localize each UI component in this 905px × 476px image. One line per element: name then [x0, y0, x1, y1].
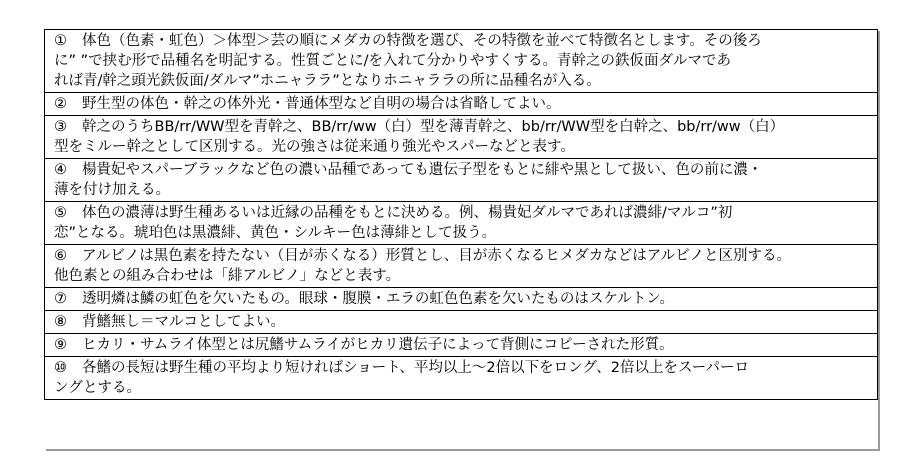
rule-number: ⑨ [54, 337, 67, 353]
rule-line: 幹之のうちBB/rr/WW型を青幹之、BB/rr/ww（白）型を薄青幹之、bb/rr/WW型を白幹之、bb/rr/ww（白） [82, 119, 785, 135]
rule-number: ⑤ [54, 205, 67, 221]
rule-cell [45, 288, 878, 311]
rule-line: 型をミルー幹之として区別する。光の強さは従来通り強光やスパーなどと表す。 [54, 139, 575, 155]
table-shadow-bottom [46, 449, 880, 451]
rule-text [82, 94, 873, 114]
rule-line: 野生型の体色・幹之の体外光・普通体型など自明の場合は省略してよい。 [82, 96, 561, 112]
rule-item [54, 31, 873, 91]
rule-item [54, 358, 873, 398]
rule-item [54, 335, 873, 355]
naming-rules-table [44, 29, 878, 400]
rule-line: 楊貴妃やスパーブラックなど色の濃い品種であっても遺伝子型をもとに緋や黒として扱い、色の前に濃・ [82, 162, 763, 178]
rule-number: ③ [54, 119, 67, 135]
rule-line: 体色（色素・虹色）＞体型＞芸の順にメダカの特徴を選び、その特徴を並べて特徴名とします。その後ろ [82, 33, 762, 49]
rule-line: 他色素との組み合わせは「緋アルビノ」などと表す。 [54, 268, 401, 284]
rule-line: 薄を付け加える。 [54, 182, 170, 198]
rule-line: れば青/幹之頭光鉄仮面/ダルマ”ホニャララ”となりホニャララの所に品種名が入る。 [54, 73, 601, 89]
rule-number: ② [54, 96, 67, 112]
rule-text [54, 31, 873, 91]
rule-item [54, 117, 873, 157]
rule-number: ⑦ [54, 291, 67, 307]
table-shadow-right [878, 31, 880, 449]
rule-cell [45, 202, 878, 245]
rule-item [54, 94, 873, 114]
rule-cell [45, 30, 878, 93]
rule-line: ヒカリ・サムライ体型とは尻鰭サムライがヒカリ遺伝子によって背側にコピーされた形質。 [82, 337, 674, 353]
rule-number: ⑧ [54, 314, 67, 330]
rule-line: に” ”で挟む形で品種名を明記する。性質ごとに/を入れて分かりやすくする。青幹之の鉄仮面ダルマであ [54, 53, 732, 69]
rule-item [54, 246, 873, 286]
rule-number: ① [54, 33, 67, 49]
rule-text [82, 335, 873, 355]
rule-text [54, 117, 873, 157]
table-row [45, 93, 878, 116]
rule-number: ④ [54, 162, 67, 178]
rule-item [54, 203, 873, 243]
rule-line: 透明燐は鱗の虹色を欠いたもの。眼球・腹膜・エラの虹色色素を欠いたものはスケルトン。 [82, 291, 675, 307]
table-row [45, 30, 878, 93]
table-row [45, 357, 878, 400]
rule-number: ⑥ [54, 248, 67, 264]
table-row [45, 334, 878, 357]
rule-cell [45, 357, 878, 400]
rule-text [82, 289, 873, 309]
rule-number: ⑩ [54, 360, 67, 376]
table-row [45, 311, 878, 334]
rule-cell [45, 93, 878, 116]
table-row [45, 202, 878, 245]
rule-line: ングとする。 [54, 380, 141, 396]
rule-line: 背鰭無し＝マルコとしてよい。 [82, 314, 285, 330]
rule-text [82, 312, 873, 332]
rule-text [54, 246, 873, 286]
rule-cell [45, 311, 878, 334]
table-row [45, 159, 878, 202]
rule-cell [45, 159, 878, 202]
rule-line: アルビノは黒色素を持たない（目が赤くなる）形質とし、目が赤くなるヒメダカなどはアルビノと区別する。 [82, 248, 792, 264]
rule-item [54, 160, 873, 200]
rule-line: 各鰭の長短は野生種の平均より短ければショート、平均以上～2倍以下をロング、2倍以上をスーパーロ [82, 360, 750, 376]
rule-item [54, 312, 873, 332]
rule-cell [45, 245, 878, 288]
rule-cell [45, 116, 878, 159]
table-row [45, 245, 878, 288]
rule-text [54, 160, 873, 200]
rule-cell [45, 334, 878, 357]
table-row [45, 288, 878, 311]
rule-line: 恋”となる。琥珀色は黒濃緋、黄色・シルキー色は薄緋として扱う。 [54, 225, 497, 241]
rule-item [54, 289, 873, 309]
rule-line: 体色の濃薄は野生種あるいは近縁の品種をもとに決める。例、楊貴妃ダルマであれば濃緋/マルコ”初 [82, 205, 733, 221]
table-row [45, 116, 878, 159]
rule-text [54, 203, 873, 243]
